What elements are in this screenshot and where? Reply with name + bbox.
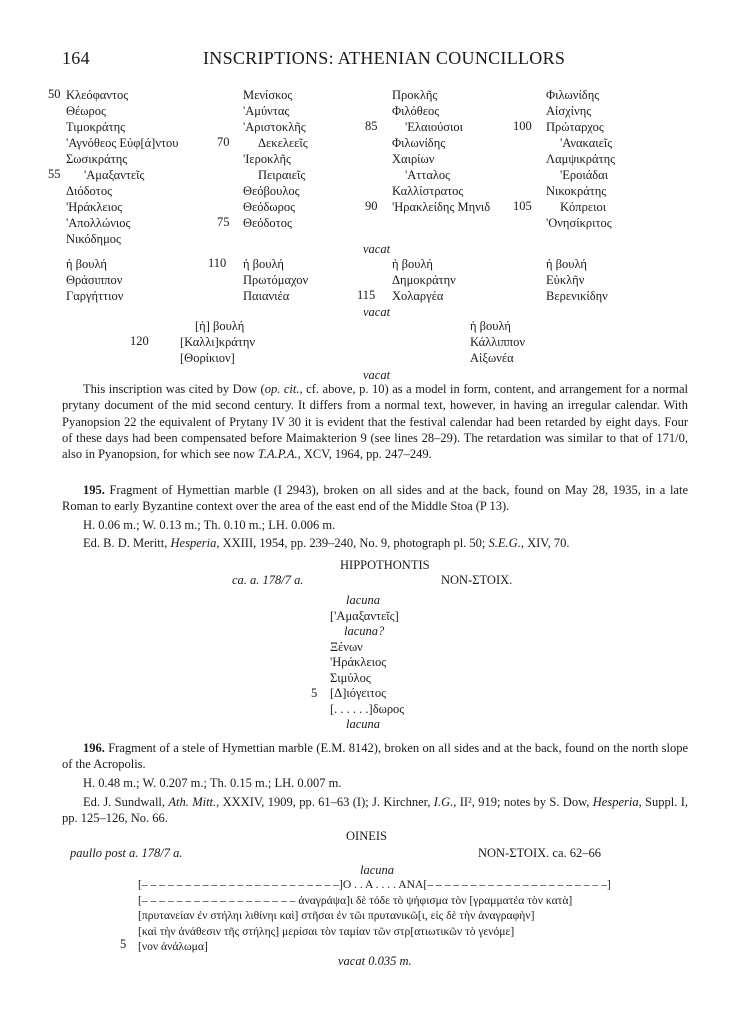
councillor-name: Κόπρειοι xyxy=(560,200,607,214)
line-number: 55 xyxy=(48,167,61,181)
inscription-line: [– – – – – – – – – – – – – – – – – – ἀναγράψα]ι δὲ τόδε τὸ ψήφισμα τὸν [γραμματέα τὸν κατὰ] xyxy=(138,893,573,907)
councillor-name: Καλλίστρατος xyxy=(392,184,464,198)
vacat: vacat xyxy=(363,368,391,382)
commentary-paragraph: This inscription was cited by Dow (op. cit., cf. above, p. 10) as a model in form, content, and arrangement for a normal prytany document of the mid second century. It differs from a normal text, however, in having an irregular calendar. With Pyanopsion 22 the equivalent of Prytany IV 30 it is evident that the festival calendar had been retarded by eight days. Four of these days had been compensated before Maimakterion 9 (see lines 28–29). The retardation was similar to that of 171/0, also in Pyanopsion, for which see now T.A.P.A., XCV, 1964, pp. 247–249. xyxy=(62,382,688,462)
councillor-name: 'Αριστοκλῆς xyxy=(243,120,306,134)
councillor-name: Φιλόθεος xyxy=(392,104,440,118)
boule-crown-line: Γαργήττιον xyxy=(66,289,124,303)
councillor-name: 'Ηράκλειος xyxy=(66,200,123,214)
stoich-note: NON-ΣΤΟΙΧ. ca. 62–66 xyxy=(478,846,601,860)
councillor-name: Δεκελεεῖς xyxy=(258,136,308,150)
line-number: 5 xyxy=(311,686,318,700)
boule-crown-line: Εὐκλῆν xyxy=(546,273,585,287)
councillor-name: Μενίσκος xyxy=(243,88,293,102)
boule-crown-line: ἡ βουλή xyxy=(66,257,107,271)
lacuna: lacuna xyxy=(360,863,395,877)
councillor-name: Πρώταρχος xyxy=(546,120,604,134)
councillor-name: Φιλωνίδης xyxy=(546,88,600,102)
boule-crown-line: ἡ βουλή xyxy=(243,257,284,271)
line-number: 70 xyxy=(217,135,230,149)
councillor-name: 'Ηρακλείδης Μηνιδ xyxy=(392,200,491,214)
councillor-name: Θεόδοτος xyxy=(243,216,292,230)
line-number: 120 xyxy=(130,334,149,348)
inscription-line: [πρυτανείαν ἐν στήληι λιθίνηι καὶ] στῆσαι ἐν τῶι πρυτανικῶ[ι, εἰς δὲ τὴν ἀναγραφὴν] xyxy=(138,909,535,922)
inscription-line: [. . . . . .]δωρος xyxy=(330,701,405,716)
boule-crown-line: [Θορίκιον] xyxy=(180,351,235,365)
councillor-name: Νικοκράτης xyxy=(546,184,607,198)
inscription-line: [Δ]ιόγειτος xyxy=(330,686,387,700)
councillor-name: Διόδοτος xyxy=(66,184,113,198)
boule-crown-line: Κάλλιππον xyxy=(470,335,525,349)
boule-crown-line: [Καλλι]κράτην xyxy=(180,335,256,349)
councillor-name: 'Ελαιούσιοι xyxy=(405,120,464,134)
councillor-name: Φιλωνίδης xyxy=(392,136,446,150)
councillor-name: Θεόβουλος xyxy=(243,184,300,198)
boule-crown-line: Παιανιέα xyxy=(243,289,290,303)
inscription-line: lacuna xyxy=(346,717,381,731)
inscription-line: [– – – – – – – – – – – – – – – – – – – – – – –]Ο . . Α . . . . ΑΝΑ[– – – – – – – – – – – – – – – – – – – – –] xyxy=(138,878,611,891)
inscription-line: lacuna? xyxy=(344,624,385,638)
date: ca. a. 178/7 a. xyxy=(232,573,304,587)
councillor-name: 'Αγνόθεος Εὐφ[ά]ντου xyxy=(66,136,179,150)
councillor-name: 'Ατταλος xyxy=(405,168,451,182)
boule-crown-line: Πρωτόμαχον xyxy=(243,273,309,287)
entry-number: 195. xyxy=(83,483,105,497)
councillor-name: 'Απολλώνιος xyxy=(66,216,131,230)
boule-crown-line: Δημοκράτην xyxy=(392,273,456,287)
vacat: vacat xyxy=(363,305,391,319)
inscription-line: Σιμύλος xyxy=(330,670,371,685)
boule-crown-line: ἡ βουλή xyxy=(470,319,511,333)
councillor-name: Νικόδημος xyxy=(66,232,121,246)
inscription-line: ['Αμαξαντεῖς] xyxy=(330,608,399,623)
entry-196-edition: Ed. J. Sundwall, Ath. Mitt., XXXIV, 1909, pp. 61–63 (I); J. Kirchner, I.G., II², 919; notes by S. Dow, Hesperia, Suppl. I, pp. 125–126, No. 66. xyxy=(62,795,688,826)
boule-crown-line: Χολαργέα xyxy=(392,289,444,303)
vacat-measure: vacat 0.035 m. xyxy=(338,954,412,968)
boule-crown-line: [ἡ] βουλή xyxy=(195,319,245,333)
entry-195-dimensions: H. 0.06 m.; W. 0.13 m.; Th. 0.10 m.; LH. 0.006 m. xyxy=(83,518,336,532)
councillor-name: Λαμψικράτης xyxy=(546,152,616,166)
entry-196-description: 196. Fragment of a stele of Hymettian marble (E.M. 8142), broken on all sides and at the back, found on the north slope of the Acropolis. xyxy=(62,741,688,772)
tribe-heading: HIPPOTHONTIS xyxy=(340,558,430,572)
councillor-name: Τιμοκράτης xyxy=(66,120,126,134)
councillor-name: 'Εροιάδαι xyxy=(560,168,609,182)
line-number: 115 xyxy=(357,288,376,302)
date: paullo post a. 178/7 a. xyxy=(70,846,183,860)
page-number: 164 xyxy=(62,48,90,68)
councillor-name: Κλεόφαντος xyxy=(66,88,129,102)
councillor-name: 'Αμύντας xyxy=(243,104,290,118)
line-number: 110 xyxy=(208,256,227,270)
boule-crown-line: ἡ βουλή xyxy=(546,257,587,271)
councillor-name: Σωσικράτης xyxy=(66,152,128,166)
line-number: 75 xyxy=(217,215,230,229)
inscription-line: 'Ηράκλειος xyxy=(330,655,387,669)
councillor-name: Προκλῆς xyxy=(392,88,438,102)
line-number: 85 xyxy=(365,119,378,133)
boule-crown-line: Θράσιππον xyxy=(66,273,123,287)
entry-195-edition: Ed. B. D. Meritt, Hesperia, XXIII, 1954, pp. 239–240, No. 9, photograph pl. 50; S.E.G., XIV, 70. xyxy=(83,536,570,550)
councillor-name: Χαιρίων xyxy=(392,152,435,166)
line-number: 50 xyxy=(48,87,61,101)
line-number: 5 xyxy=(120,937,127,951)
stoich-note: NON-ΣΤΟΙΧ. xyxy=(441,573,513,587)
boule-crown-line: ἡ βουλή xyxy=(392,257,433,271)
councillor-name: Θέωρος xyxy=(66,104,106,118)
line-number: 100 xyxy=(513,119,532,133)
tribe-heading: OINEIS xyxy=(346,829,387,843)
line-number: 105 xyxy=(513,199,532,213)
inscription-line: [νον ἀνάλωμα] xyxy=(138,940,208,953)
councillor-name: Πειραιεῖς xyxy=(258,168,306,182)
councillor-name: 'Ανακαιεῖς xyxy=(560,136,613,150)
inscription-line: [καὶ τὴν ἀνάθεσιν τῆς στήλης] μερίσαι τὸν ταμίαν τῶν στρ[ατιωτικῶν τὸ γενόμε] xyxy=(138,924,515,938)
councillor-name: 'Ονησίκριτος xyxy=(546,216,612,230)
councillor-name: Θεόδωρος xyxy=(243,200,296,214)
entry-number: 196. xyxy=(83,741,105,755)
councillor-name: 'Ιεροκλῆς xyxy=(243,152,291,166)
entry-196-dimensions: H. 0.48 m.; W. 0.207 m.; Th. 0.15 m.; LH. 0.007 m. xyxy=(83,776,342,790)
inscription-line: Ξένων xyxy=(330,639,363,654)
boule-crown-line: Βερενικίδην xyxy=(546,289,608,303)
boule-crown-line: Αἰξωνέα xyxy=(470,351,514,365)
entry-195-description: 195. Fragment of Hymettian marble (I 2943), broken on all sides and at the back, found on May 28, 1935, in a late Roman to early Byzantine context over the area of the east end of the Middle Stoa (P 13). xyxy=(62,483,688,514)
running-title: INSCRIPTIONS: ATHENIAN COUNCILLORS xyxy=(203,48,566,68)
inscription-line: lacuna xyxy=(346,593,381,607)
councillor-name: 'Αμαξαντεῖς xyxy=(84,168,145,182)
councillor-name: Αἰσχίνης xyxy=(546,104,592,118)
vacat: vacat xyxy=(363,242,391,256)
line-number: 90 xyxy=(365,199,378,213)
